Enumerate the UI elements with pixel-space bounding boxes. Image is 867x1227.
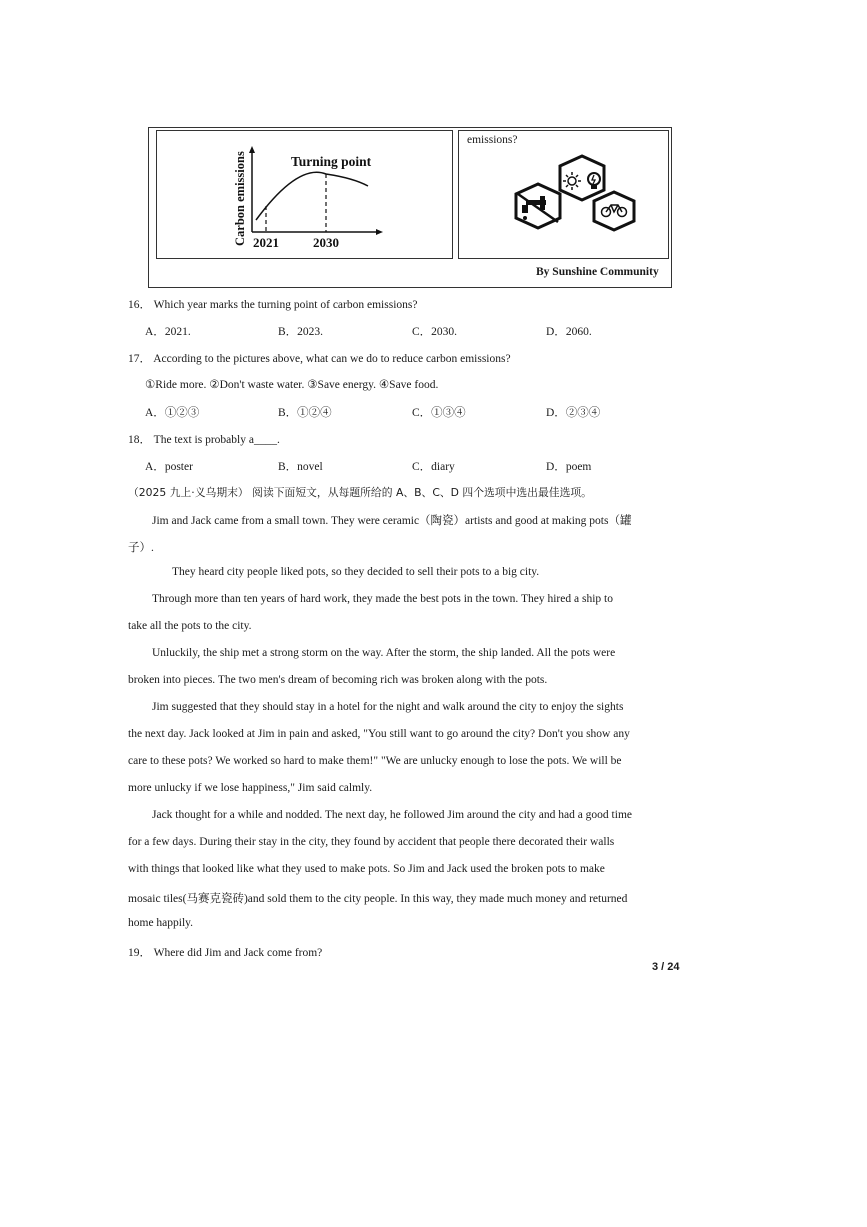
icons-group bbox=[510, 152, 640, 234]
passage-line: the next day. Jack looked at Jim in pain and asked, "You still want to go around the city? Don't you show any bbox=[128, 728, 630, 740]
question-text: Where did Jim and Jack come from? bbox=[153, 947, 323, 959]
question-text: Which year marks the turning point of carbon emissions? bbox=[153, 299, 418, 311]
question-17 bbox=[128, 350, 511, 366]
q18-option-c[interactable]: C．diary bbox=[412, 461, 455, 473]
passage-line: more unlucky if we lose happiness," Jim said calmly. bbox=[128, 782, 373, 794]
passage-line: They heard city people liked pots, so they decided to sell their pots to a big city. bbox=[172, 566, 540, 578]
q16-option-c[interactable]: C．2030. bbox=[412, 326, 458, 338]
energy-hexagon bbox=[560, 156, 604, 200]
page-number: 3 / 24 bbox=[652, 961, 680, 973]
q16-option-a[interactable]: A．2021. bbox=[145, 326, 191, 338]
q17-option-c[interactable]: C．①③④ bbox=[412, 407, 466, 419]
passage-line: Through more than ten years of hard work, they made the best pots in the town. They hired a ship to bbox=[152, 593, 613, 605]
water-hexagon bbox=[516, 184, 560, 228]
question-number: 17． bbox=[128, 353, 151, 365]
q16-option-d[interactable]: D．2060. bbox=[546, 326, 592, 338]
passage-line: broken into pieces. The two men's dream of becoming rich was broken along with the pots. bbox=[128, 674, 548, 686]
figure-credit: By Sunshine Community bbox=[536, 266, 659, 278]
turning-point-label: Turning point bbox=[291, 154, 372, 169]
question-text: The text is probably a____. bbox=[153, 434, 280, 446]
y-axis-label: Carbon emissions bbox=[233, 151, 247, 246]
passage-line: 子）. bbox=[128, 542, 154, 554]
q17-option-a[interactable]: A．①②③ bbox=[145, 407, 200, 419]
passage-line: care to these pots? We worked so hard to make them!" "We are unlucky enough to lose the pots. We will be bbox=[128, 755, 622, 767]
q17-statements: ①Ride more. ②Don't waste water. ③Save energy. ④Save food. bbox=[145, 379, 439, 391]
question-text: According to the pictures above, what can we do to reduce carbon emissions? bbox=[153, 353, 511, 365]
question-number: 18． bbox=[128, 434, 151, 446]
y-axis-arrow bbox=[249, 146, 255, 153]
section-header: （2025 九上·义乌期末） 阅读下面短文，从每题所给的 A、B、C、D 四个选项中选出最佳选项。 bbox=[128, 486, 592, 499]
bike-hexagon bbox=[594, 192, 634, 230]
question-19 bbox=[128, 944, 322, 960]
x-axis-arrow bbox=[376, 229, 383, 235]
passage-line: mosaic tiles(马赛克瓷砖)and sold them to the city people. In this way, they made much money and returned bbox=[128, 893, 628, 905]
carbon-chart bbox=[228, 138, 388, 253]
q18-option-a[interactable]: A．poster bbox=[145, 461, 193, 473]
x-tick-label: 2021 bbox=[253, 235, 279, 250]
passage-line: take all the pots to the city. bbox=[128, 620, 252, 632]
question-number: 19． bbox=[128, 947, 151, 959]
q18-option-b[interactable]: B．novel bbox=[278, 461, 323, 473]
question-18 bbox=[128, 431, 280, 447]
q16-option-b[interactable]: B．2023. bbox=[278, 326, 324, 338]
x-tick-label: 2030 bbox=[313, 235, 339, 250]
passage-line: Unluckily, the ship met a strong storm on the way. After the storm, the ship landed. All the pots were bbox=[152, 647, 616, 659]
passage-line: for a few days. During their stay in the city, they found by accident that people there decorated their walls bbox=[128, 836, 615, 848]
right-caption: emissions? bbox=[467, 134, 518, 146]
q18-option-d[interactable]: D．poem bbox=[546, 461, 592, 473]
passage-line: Jim and Jack came from a small town. They were ceramic（陶瓷）artists and good at making pots（罐 bbox=[152, 515, 632, 527]
passage-line: with things that looked like what they used to make pots. So Jim and Jack used the broken pots to make bbox=[128, 863, 605, 875]
question-number: 16． bbox=[128, 299, 151, 311]
q17-option-d[interactable]: D．②③④ bbox=[546, 407, 601, 419]
passage-line: Jim suggested that they should stay in a hotel for the night and walk around the city to enjoy the sights bbox=[152, 701, 624, 713]
emission-curve bbox=[256, 172, 368, 220]
q17-option-b[interactable]: B．①②④ bbox=[278, 407, 332, 419]
passage-line: home happily. bbox=[128, 917, 194, 929]
passage-line: Jack thought for a while and nodded. The next day, he followed Jim around the city and had a good time bbox=[152, 809, 633, 821]
question-16 bbox=[128, 296, 417, 312]
